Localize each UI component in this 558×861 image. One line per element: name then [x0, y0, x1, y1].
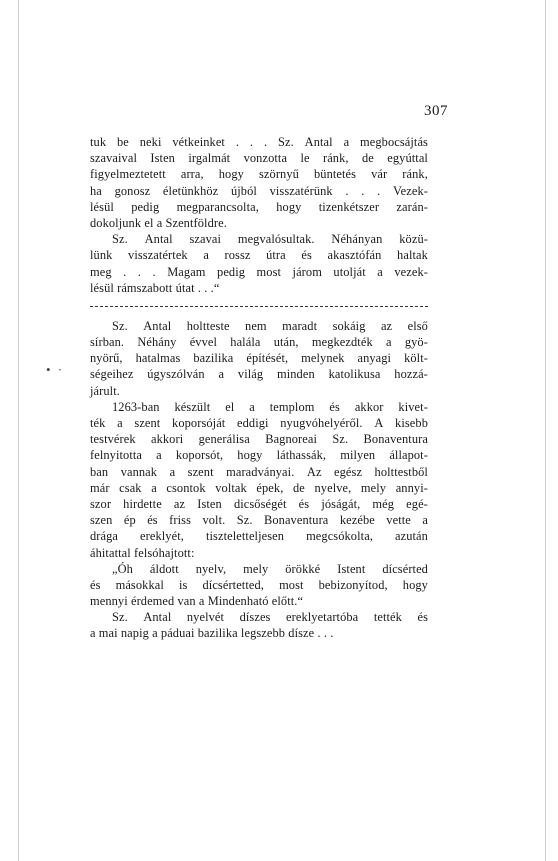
- word: dícsértetted,: [202, 577, 264, 592]
- word: és: [90, 577, 101, 592]
- word: ép: [123, 513, 136, 528]
- word: lésül: [90, 199, 114, 214]
- word: egész: [334, 464, 363, 479]
- word: büntetés: [313, 167, 357, 182]
- text-line: [90, 528, 428, 544]
- word: ereklyetartóba: [286, 610, 359, 625]
- word: vonzotta: [243, 151, 288, 166]
- word: haltak: [397, 248, 428, 263]
- word: Antal: [143, 610, 172, 625]
- text-line: [90, 447, 428, 463]
- word: Vezek-: [392, 183, 428, 198]
- word: minden: [276, 367, 315, 382]
- word: friss: [169, 513, 192, 528]
- word: készült: [174, 399, 211, 414]
- word: a: [343, 135, 350, 149]
- word: de: [293, 480, 305, 495]
- word: szen: [90, 513, 113, 528]
- text-line-content: járult.: [90, 383, 120, 398]
- word: nyelvét: [186, 610, 225, 625]
- word: állapot-: [389, 448, 428, 463]
- word: milyen: [340, 448, 376, 463]
- word: hogy: [402, 577, 428, 592]
- word: irgalmát: [188, 151, 231, 166]
- word: anyagi: [357, 351, 392, 366]
- word: hogy: [237, 448, 263, 463]
- word: életünkhöz: [162, 183, 219, 198]
- word: a: [156, 448, 162, 463]
- word: voltak: [215, 480, 247, 495]
- word: és: [298, 496, 310, 511]
- word: világ: [237, 367, 264, 382]
- word: .: [377, 183, 381, 198]
- word: a: [151, 480, 157, 495]
- word: másokkal: [115, 577, 164, 592]
- word: nyörű,: [90, 351, 123, 366]
- word: nyelve,: [314, 480, 352, 495]
- word: akkori: [150, 432, 184, 447]
- word: szent: [187, 464, 214, 479]
- word: Sz.: [112, 610, 128, 625]
- word: szavai: [189, 232, 222, 247]
- word: volt.: [202, 513, 226, 528]
- word: Antal: [304, 135, 333, 149]
- word: generálisa: [198, 432, 250, 447]
- word: de: [361, 151, 374, 166]
- text-line-content: áhitattal felsóhajtott:: [90, 545, 195, 560]
- word: úgyszólván: [147, 367, 205, 382]
- word: örökké: [285, 561, 321, 576]
- text-line: [90, 231, 428, 247]
- word: évvel: [189, 335, 218, 350]
- word: templom: [269, 399, 315, 414]
- word: dícsérted: [382, 561, 428, 576]
- word: a: [203, 248, 209, 263]
- body-text: [90, 134, 428, 642]
- word: hozzá-: [394, 367, 428, 382]
- word: a: [117, 416, 123, 430]
- word: rossz: [224, 248, 251, 263]
- word: szor: [90, 496, 112, 511]
- text-line: [90, 577, 428, 593]
- word: visszatérünk: [269, 183, 333, 198]
- word: hirdette: [123, 496, 162, 511]
- word: jóságát,: [321, 496, 361, 511]
- word: halála: [230, 335, 261, 350]
- word: bebizonyítod,: [318, 577, 388, 592]
- word: és: [301, 248, 312, 263]
- word: már: [90, 480, 110, 495]
- word: neki: [139, 135, 162, 149]
- word: koporsóját: [172, 416, 226, 430]
- word: ránk,: [402, 167, 428, 182]
- word: Bonaventura: [363, 432, 428, 447]
- word: a: [377, 264, 383, 279]
- word: járom: [292, 264, 322, 279]
- word: a: [169, 464, 176, 479]
- word: most: [256, 264, 282, 279]
- text-line: [90, 334, 428, 350]
- word: el: [225, 399, 235, 414]
- word: tették: [373, 610, 402, 625]
- text-line-content: a mai napig a páduai bazilika legszebb dísze . . .: [90, 626, 334, 641]
- text-line: [90, 318, 428, 334]
- word: lünk: [90, 248, 113, 263]
- word: Bonaventura: [264, 513, 329, 528]
- word: holttestből: [374, 464, 428, 479]
- word: figyelmeztetett: [90, 167, 166, 182]
- text-line: [90, 350, 428, 366]
- section-separator: [90, 298, 428, 316]
- word: díszes: [239, 610, 271, 625]
- text-line: [90, 609, 428, 625]
- word: vannak: [120, 464, 158, 479]
- word: melynek: [301, 351, 345, 366]
- text-line: [90, 480, 428, 496]
- text-line-content: lésül rámszabott útat . . .“: [90, 280, 220, 295]
- word: visszatértek: [128, 248, 188, 263]
- word: sokáig: [332, 318, 366, 333]
- word: Sz.: [236, 513, 253, 528]
- text-line: [90, 545, 428, 561]
- word: ha: [90, 183, 102, 198]
- text-line: [90, 199, 428, 215]
- text-line: [90, 496, 428, 512]
- word: .: [249, 135, 254, 149]
- page-number: 307: [424, 103, 448, 119]
- text-line-content: dokoljunk el a Szentföldre.: [90, 215, 227, 230]
- page-left-edge: [18, 0, 19, 861]
- word: Sz.: [332, 432, 349, 447]
- text-line: [90, 431, 428, 447]
- word: holtteste: [186, 318, 230, 333]
- word: Bagnoreai: [265, 432, 318, 447]
- word: .: [123, 264, 127, 279]
- word: építését,: [246, 351, 289, 366]
- text-line: [90, 280, 428, 296]
- text-line: [90, 625, 428, 641]
- word: közü-: [399, 232, 428, 247]
- word: nyelv,: [195, 561, 227, 576]
- word: Sz.: [112, 318, 128, 333]
- text-line: [90, 366, 428, 382]
- word: arra,: [180, 167, 204, 182]
- word: .: [235, 135, 240, 149]
- word: egyúttal: [387, 151, 428, 166]
- word: első: [407, 318, 428, 333]
- word: Sz.: [112, 232, 128, 247]
- word: gyö-: [404, 335, 428, 350]
- word: koporsót,: [175, 448, 224, 463]
- word: Néhány: [137, 335, 177, 350]
- word: katolikusa: [328, 367, 381, 382]
- word: kisebb: [395, 416, 428, 430]
- word: után,: [273, 335, 299, 350]
- word: Antal: [144, 232, 173, 247]
- margin-mark: • ·: [46, 362, 65, 377]
- word: csontok: [166, 480, 206, 495]
- word: tizenkétszer: [318, 199, 380, 214]
- text-line: [90, 512, 428, 528]
- word: zarán-: [396, 199, 428, 214]
- word: vétkeinket: [172, 135, 225, 149]
- word: ségeihez: [90, 367, 134, 382]
- word: Istent: [337, 561, 366, 576]
- text-line: [90, 183, 428, 199]
- text-line-content: mennyi érdemed van a Mindenható előtt.“: [90, 594, 304, 609]
- word: most: [279, 577, 304, 592]
- word: meg: [90, 264, 112, 279]
- word: szavaival: [90, 151, 137, 166]
- word: szörnyű: [259, 167, 299, 182]
- word: Sz.: [278, 135, 294, 149]
- word: ereklyét,: [140, 529, 184, 544]
- word: „Óh: [112, 561, 133, 576]
- word: drága: [90, 529, 119, 544]
- dashed-rule: [90, 306, 428, 307]
- word: költ-: [404, 351, 428, 366]
- word: megcsókolta,: [306, 529, 373, 544]
- word: megkezdték: [311, 335, 373, 350]
- word: az: [173, 496, 186, 511]
- word: szent: [134, 416, 161, 430]
- word: testvérek: [90, 432, 136, 447]
- word: akkor: [354, 399, 384, 414]
- word: a: [422, 513, 428, 528]
- word: ránk,: [322, 151, 349, 166]
- word: pedig: [131, 199, 160, 214]
- word: A: [374, 416, 384, 430]
- word: tuk: [90, 135, 107, 149]
- word: Magam: [167, 264, 206, 279]
- word: dicsőségét: [233, 496, 287, 511]
- word: .: [152, 264, 156, 279]
- word: maradt: [282, 318, 318, 333]
- word: megparancsolta,: [176, 199, 259, 214]
- text-line: [90, 247, 428, 263]
- word: felnyitotta: [90, 448, 143, 463]
- word: láthassák,: [276, 448, 327, 463]
- word: annyi-: [395, 480, 428, 495]
- word: kivet-: [398, 399, 428, 414]
- word: megvalósultak.: [237, 232, 315, 247]
- word: nyugvóhelyéről.: [280, 416, 363, 430]
- word: az: [380, 318, 393, 333]
- word: azután: [395, 529, 428, 544]
- word: sírban.: [90, 335, 125, 350]
- word: vár: [371, 167, 388, 182]
- word: és: [417, 610, 428, 625]
- word: épek,: [256, 480, 284, 495]
- page-right-edge: [545, 0, 546, 861]
- word: ban: [90, 464, 109, 479]
- word: egé-: [406, 496, 428, 511]
- word: .: [361, 183, 365, 198]
- word: újból: [230, 183, 257, 198]
- word: be: [117, 135, 129, 149]
- word: gonosz: [114, 183, 151, 198]
- word: a: [385, 335, 392, 350]
- word: .: [137, 264, 142, 279]
- word: tiszteletteljesen: [205, 529, 285, 544]
- word: mely: [360, 480, 387, 495]
- word: maradványai.: [226, 464, 295, 479]
- word: Az: [306, 464, 322, 479]
- word: pedig: [217, 264, 246, 279]
- text-line: [90, 134, 428, 150]
- word: a: [249, 399, 255, 414]
- word: akasztófán: [327, 248, 382, 263]
- text-line: [90, 150, 428, 166]
- word: vette: [386, 513, 411, 528]
- word: Isten: [197, 496, 222, 511]
- text-line: [90, 464, 428, 480]
- word: és: [329, 399, 340, 414]
- word: útra: [266, 248, 286, 263]
- word: mely: [243, 561, 269, 576]
- word: hatalmas: [135, 351, 181, 366]
- text-line: [90, 264, 428, 280]
- text-line: [90, 166, 428, 182]
- word: eddigi: [237, 416, 269, 430]
- text-line: [90, 383, 428, 399]
- word: kezébe: [339, 513, 375, 528]
- word: nem: [245, 318, 267, 333]
- word: bazilika: [193, 351, 234, 366]
- word: megbocsájtás: [360, 135, 428, 149]
- word: .: [263, 135, 268, 149]
- word: csak: [119, 480, 142, 495]
- word: és: [147, 513, 158, 528]
- word: le: [300, 151, 310, 166]
- text-line: [90, 215, 428, 231]
- word: Antal: [143, 318, 172, 333]
- word: Néhányan: [331, 232, 383, 247]
- word: .: [345, 183, 349, 198]
- text-line: [90, 415, 428, 431]
- word: is: [178, 577, 188, 592]
- word: áldott: [149, 561, 179, 576]
- word: még: [372, 496, 395, 511]
- word: 1263-ban: [112, 399, 160, 414]
- word: a: [218, 367, 225, 382]
- word: Isten: [150, 151, 175, 166]
- word: vezek-: [394, 264, 428, 279]
- text-line: [90, 561, 428, 577]
- word: utolját: [333, 264, 366, 279]
- word: ték: [90, 416, 106, 430]
- word: hogy: [218, 167, 244, 182]
- word: hogy: [276, 199, 302, 214]
- text-line: [90, 399, 428, 415]
- text-line: [90, 593, 428, 609]
